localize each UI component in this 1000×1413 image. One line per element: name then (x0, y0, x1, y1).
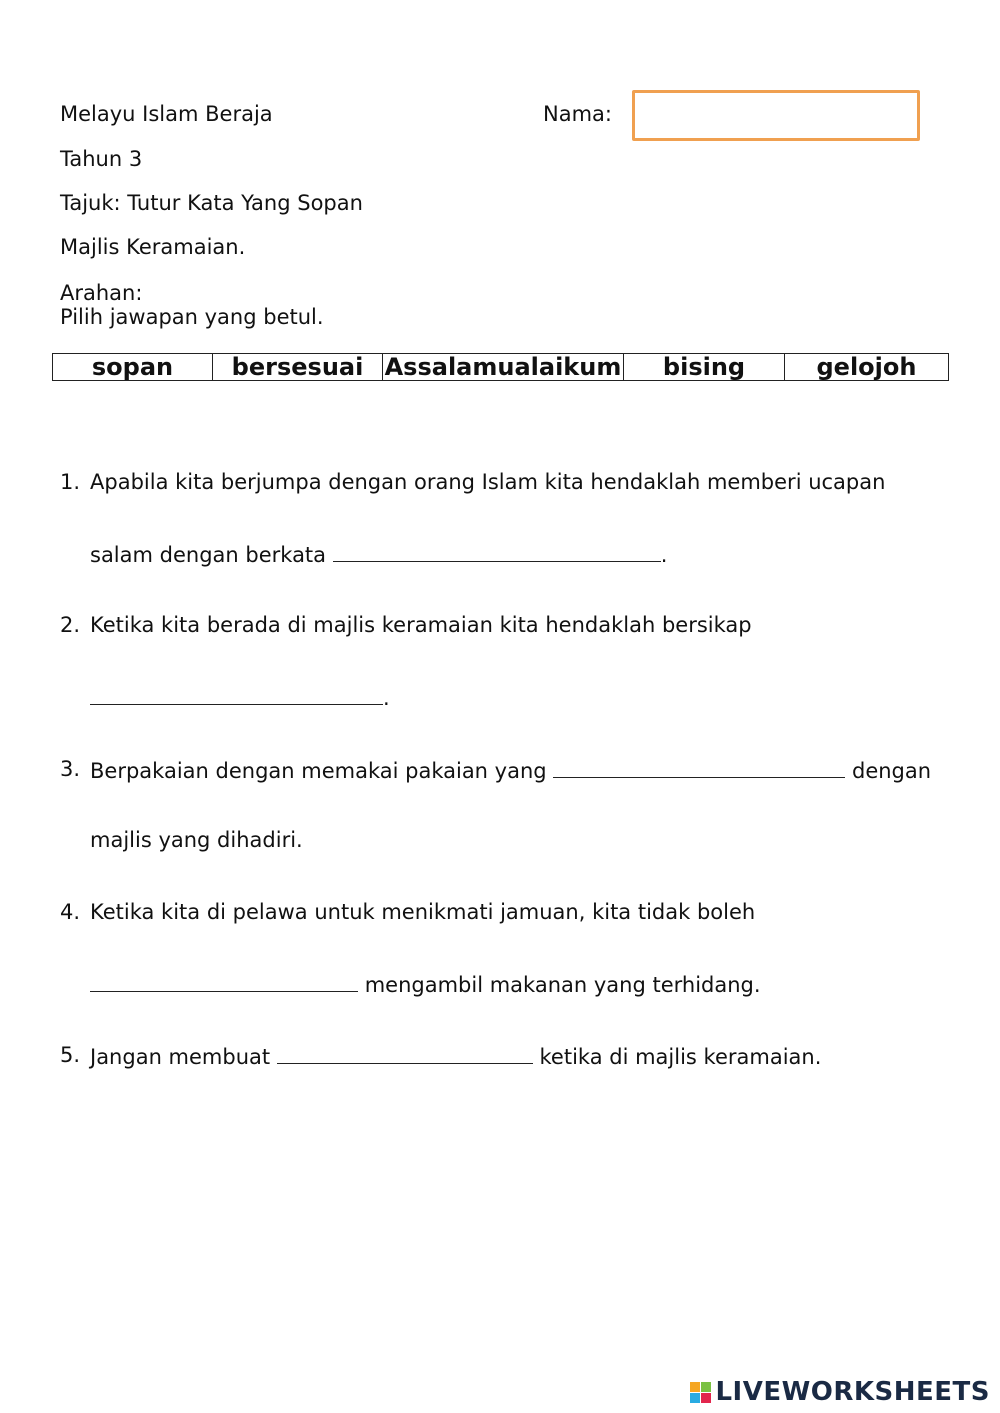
question-number: 5. (60, 1043, 81, 1067)
question-3-text-before: Berpakaian dengan memakai pakaian yang (90, 759, 547, 783)
answer-blank-3[interactable] (553, 757, 845, 778)
question-2-text: Ketika kita berada di majlis keramaian kita hendaklah bersikap (90, 613, 752, 637)
liveworksheets-logo-icon (690, 1382, 711, 1403)
instruction-text: Pilih jawapan yang betul. (60, 305, 324, 329)
answer-blank-1[interactable] (333, 541, 661, 562)
word-bank-row (53, 354, 949, 381)
question-1-text-after: . (660, 543, 668, 567)
liveworksheets-logo-text: LIVEWORKSHEETS (715, 1377, 990, 1407)
year-label: Tahun 3 (60, 147, 143, 171)
question-5-line (90, 1043, 821, 1069)
subtopic-label: Majlis Keramaian. (60, 235, 246, 259)
question-4-text: Ketika kita di pelawa untuk menikmati jamuan, kita tidak boleh (90, 900, 756, 924)
question-2-answer-line (90, 684, 390, 710)
subject-title: Melayu Islam Beraja (60, 102, 273, 126)
question-1-text-before: salam dengan berkata (90, 543, 327, 567)
question-4-answer-line (90, 971, 761, 997)
question-number: 1. (60, 470, 81, 494)
question-number: 2. (60, 613, 81, 637)
answer-blank-4[interactable] (90, 971, 358, 992)
answer-blank-5[interactable] (277, 1043, 533, 1064)
word-bank-item: sopan (53, 354, 213, 381)
question-1-answer-line (90, 541, 667, 567)
question-3-line (90, 757, 931, 783)
word-bank-item: bising (624, 354, 785, 381)
question-number: 4. (60, 900, 81, 924)
word-bank-item: gelojoh (785, 354, 949, 381)
question-1-text: Apabila kita berjumpa dengan orang Islam kita hendaklah memberi ucapan (90, 470, 886, 494)
word-bank-table (52, 353, 949, 381)
word-bank-item: bersesuai (213, 354, 383, 381)
name-label: Nama: (543, 102, 612, 126)
question-3-text-continued: majlis yang dihadiri. (90, 828, 303, 852)
question-5-text-after: ketika di majlis keramaian. (539, 1045, 822, 1069)
instruction-label: Arahan: (60, 281, 143, 305)
question-2-text-after: . (383, 686, 390, 710)
question-5-text-before: Jangan membuat (90, 1045, 271, 1069)
topic-label: Tajuk: Tutur Kata Yang Sopan (60, 191, 363, 215)
question-4-text-after: mengambil makanan yang terhidang. (364, 973, 761, 997)
question-3-text-after: dengan (851, 759, 932, 783)
word-bank-item: Assalamualaikum (383, 354, 624, 381)
answer-blank-2[interactable] (90, 684, 383, 705)
name-input[interactable] (632, 90, 920, 141)
question-number: 3. (60, 757, 81, 781)
liveworksheets-logo (690, 1377, 990, 1407)
